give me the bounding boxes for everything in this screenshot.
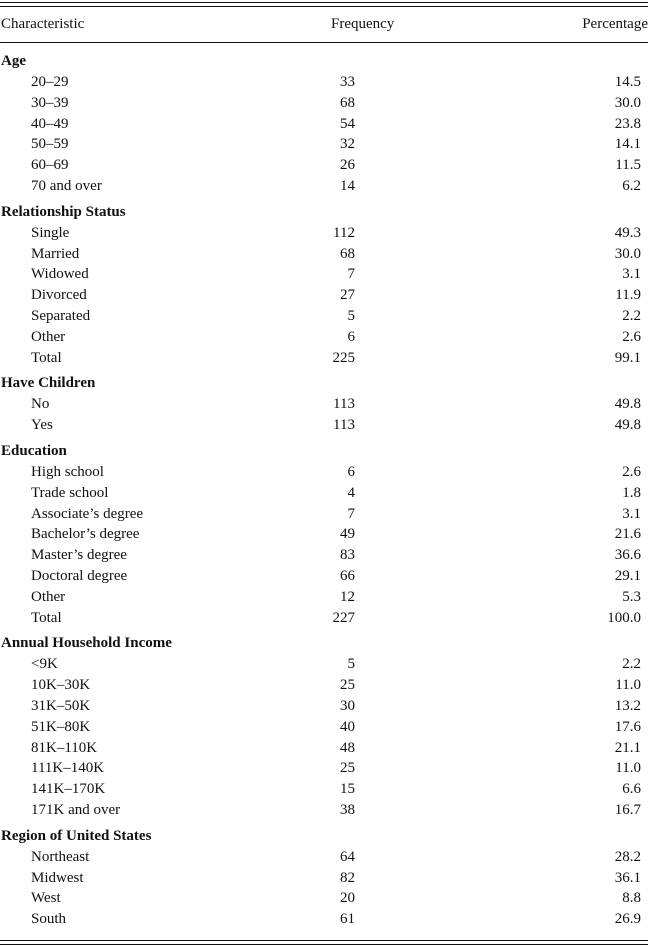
table-row xyxy=(0,114,648,135)
table-body xyxy=(0,50,648,930)
row-percentage: 5.3 xyxy=(622,588,641,605)
table-row xyxy=(0,264,648,285)
row-frequency: 20 xyxy=(340,890,355,907)
table-row xyxy=(0,306,648,327)
row-label: Widowed xyxy=(31,266,89,283)
row-label: Midwest xyxy=(31,869,84,886)
table-row xyxy=(0,327,648,348)
row-frequency: 5 xyxy=(347,656,355,673)
row-percentage: 2.6 xyxy=(622,328,641,345)
row-percentage: 3.1 xyxy=(622,505,641,522)
table-row xyxy=(0,779,648,800)
row-label: Other xyxy=(31,328,66,345)
row-percentage: 11.0 xyxy=(615,677,641,694)
row-percentage: 28.2 xyxy=(614,848,641,865)
bottom-rule-inner xyxy=(0,944,648,945)
table-row xyxy=(0,394,648,415)
row-label: Doctoral degree xyxy=(31,567,128,584)
header-percentage: Percentage xyxy=(582,16,648,32)
row-percentage: 1.8 xyxy=(622,484,641,501)
row-percentage: 11.5 xyxy=(615,157,641,174)
row-frequency: 48 xyxy=(340,739,355,756)
row-percentage: 23.8 xyxy=(614,115,641,132)
row-percentage: 21.6 xyxy=(614,526,641,543)
table-row xyxy=(0,566,648,587)
row-frequency: 38 xyxy=(340,801,355,818)
row-label: West xyxy=(31,890,61,907)
row-frequency: 32 xyxy=(340,136,355,153)
row-frequency: 33 xyxy=(340,74,355,90)
row-percentage: 36.6 xyxy=(614,547,641,564)
table-row xyxy=(0,72,648,93)
row-percentage: 49.8 xyxy=(614,417,641,434)
row-percentage: 30.0 xyxy=(614,94,641,111)
table-row xyxy=(0,285,648,306)
row-label: Married xyxy=(31,245,80,262)
row-frequency: 4 xyxy=(347,484,355,501)
row-label: 141K–170K xyxy=(31,781,106,798)
row-percentage: 29.1 xyxy=(614,567,641,584)
row-frequency: 66 xyxy=(340,567,355,584)
row-label: High school xyxy=(31,463,104,480)
row-percentage: 30.0 xyxy=(614,245,641,262)
row-frequency: 227 xyxy=(332,609,355,626)
table-row xyxy=(0,608,648,629)
row-label: 40–49 xyxy=(31,115,69,132)
table-row xyxy=(0,244,648,265)
row-label: Northeast xyxy=(31,848,90,865)
row-label: No xyxy=(31,396,50,413)
table-row xyxy=(0,868,648,889)
row-label: Total xyxy=(31,349,62,366)
table-row xyxy=(0,696,648,717)
section-title: Age xyxy=(1,53,26,69)
row-label: 60–69 xyxy=(31,157,69,174)
section-title: Relationship Status xyxy=(1,203,126,220)
row-frequency: 112 xyxy=(333,224,355,241)
row-label: Associate’s degree xyxy=(31,505,144,522)
row-frequency: 6 xyxy=(347,463,355,480)
bottom-rule xyxy=(0,940,648,941)
row-frequency: 12 xyxy=(340,588,355,605)
table-section xyxy=(0,372,648,436)
section-title: Region of United States xyxy=(1,827,152,844)
table-row xyxy=(0,155,648,176)
row-label: 81K–110K xyxy=(31,739,98,756)
table-row xyxy=(0,524,648,545)
table-row xyxy=(0,738,648,759)
table-row xyxy=(0,348,648,369)
row-percentage: 2.2 xyxy=(622,307,641,324)
row-label: Master’s degree xyxy=(31,547,127,564)
table-section xyxy=(0,825,648,930)
table-section xyxy=(0,201,648,369)
row-frequency: 25 xyxy=(340,677,355,694)
table-row xyxy=(0,654,648,675)
row-label: Single xyxy=(31,224,70,241)
row-frequency: 68 xyxy=(340,245,355,262)
row-label: Separated xyxy=(31,307,91,324)
row-frequency: 64 xyxy=(340,848,355,865)
table-row xyxy=(0,134,648,155)
table-row xyxy=(0,847,648,868)
table-row xyxy=(0,675,648,696)
header-characteristic: Characteristic xyxy=(1,16,85,32)
table-row xyxy=(0,888,648,909)
row-frequency: 15 xyxy=(340,781,355,798)
row-label: Divorced xyxy=(31,287,87,304)
row-percentage: 21.1 xyxy=(614,739,641,756)
table-row xyxy=(0,93,648,114)
row-label: 171K and over xyxy=(31,801,121,818)
header-rule xyxy=(0,42,648,43)
row-frequency: 30 xyxy=(340,697,355,714)
table-row xyxy=(0,176,648,197)
section-title: Annual Household Income xyxy=(1,635,172,652)
table-section xyxy=(0,50,648,197)
row-label: 70 and over xyxy=(31,177,102,194)
row-percentage: 8.8 xyxy=(622,890,641,907)
row-frequency: 61 xyxy=(340,911,355,928)
row-percentage: 11.0 xyxy=(615,760,641,777)
row-percentage: 14.1 xyxy=(614,136,641,153)
table-row xyxy=(0,545,648,566)
row-label: <9K xyxy=(31,656,58,673)
row-percentage: 3.1 xyxy=(622,266,641,283)
row-frequency: 26 xyxy=(340,157,355,174)
row-label: 20–29 xyxy=(31,74,69,90)
row-percentage: 13.2 xyxy=(614,697,641,714)
row-percentage: 6.2 xyxy=(622,177,641,194)
row-percentage: 16.7 xyxy=(614,801,641,818)
table-row xyxy=(0,800,648,821)
table-row xyxy=(0,415,648,436)
row-frequency: 14 xyxy=(340,177,355,194)
table-row xyxy=(0,462,648,483)
row-frequency: 6 xyxy=(347,328,355,345)
row-frequency: 225 xyxy=(332,349,355,366)
top-rule-inner xyxy=(0,6,648,7)
table-row xyxy=(0,483,648,504)
row-frequency: 113 xyxy=(333,396,355,413)
table-section xyxy=(0,632,648,820)
row-frequency: 7 xyxy=(347,266,355,283)
row-percentage: 6.6 xyxy=(622,781,641,798)
row-label: Total xyxy=(31,609,62,626)
row-label: Yes xyxy=(31,417,53,434)
top-rule xyxy=(0,2,648,3)
row-label: 111K–140K xyxy=(31,760,105,777)
row-frequency: 113 xyxy=(333,417,355,434)
row-label: 10K–30K xyxy=(31,677,91,694)
row-frequency: 83 xyxy=(340,547,355,564)
row-percentage: 49.8 xyxy=(614,396,641,413)
row-frequency: 49 xyxy=(340,526,355,543)
row-label: 31K–50K xyxy=(31,697,91,714)
row-label: South xyxy=(31,911,67,928)
row-frequency: 82 xyxy=(340,869,355,886)
header-frequency: Frequency xyxy=(331,16,395,32)
row-percentage: 14.5 xyxy=(614,74,641,90)
row-label: 50–59 xyxy=(31,136,69,153)
table-row xyxy=(0,758,648,779)
row-label: 51K–80K xyxy=(31,718,91,735)
row-percentage: 99.1 xyxy=(614,349,641,366)
row-frequency: 25 xyxy=(340,760,355,777)
table-row xyxy=(0,717,648,738)
row-frequency: 27 xyxy=(340,287,355,304)
row-percentage: 26.9 xyxy=(614,911,641,928)
row-frequency: 68 xyxy=(340,94,355,111)
table-row xyxy=(0,504,648,525)
table-row xyxy=(0,223,648,244)
row-frequency: 5 xyxy=(347,307,355,324)
row-label: 30–39 xyxy=(31,94,69,111)
row-percentage: 49.3 xyxy=(614,224,641,241)
table-row xyxy=(0,909,648,930)
row-percentage: 100.0 xyxy=(607,609,641,626)
row-percentage: 2.2 xyxy=(622,656,641,673)
row-label: Trade school xyxy=(31,484,109,501)
row-percentage: 11.9 xyxy=(615,287,641,304)
table-row xyxy=(0,587,648,608)
row-percentage: 36.1 xyxy=(614,869,641,886)
row-frequency: 54 xyxy=(340,115,355,132)
row-percentage: 17.6 xyxy=(614,718,641,735)
section-title: Education xyxy=(1,442,67,459)
row-label: Bachelor’s degree xyxy=(31,526,140,543)
row-frequency: 7 xyxy=(347,505,355,522)
table-header-row xyxy=(0,8,648,41)
row-frequency: 40 xyxy=(340,718,355,735)
section-title: Have Children xyxy=(1,375,96,392)
table-section xyxy=(0,440,648,628)
row-percentage: 2.6 xyxy=(622,463,641,480)
row-label: Other xyxy=(31,588,66,605)
